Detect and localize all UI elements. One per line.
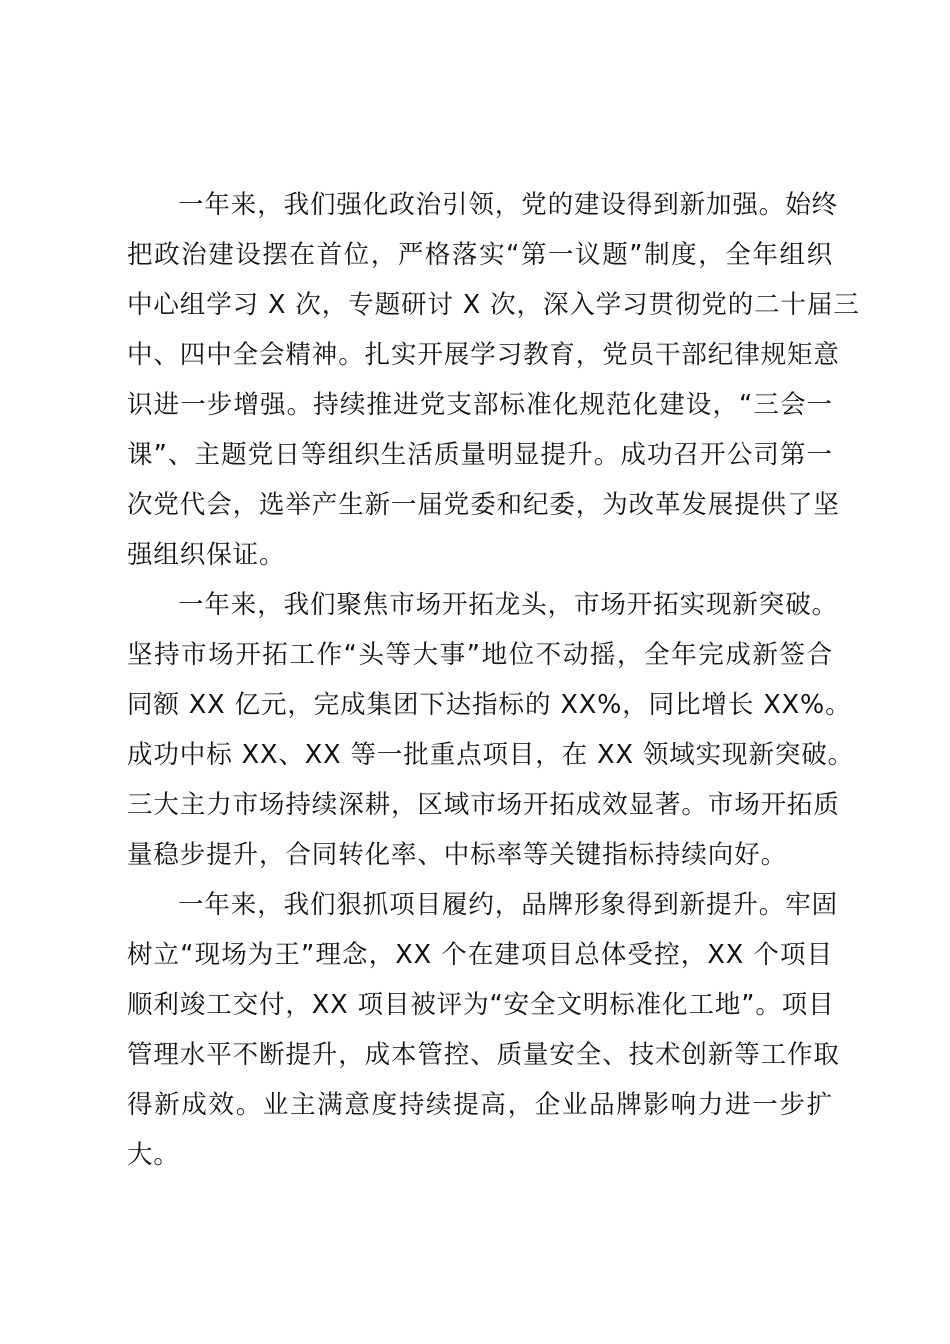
text-line: 一年来，我们强化政治引领，党的建设得到新加强。始终 — [178, 190, 839, 220]
paragraph-project-performance — [127, 880, 840, 1180]
text-line: 量稳步提升，合同转化率、中标率等关键指标持续向好。 — [127, 840, 788, 870]
text-line: 成功中标 XX、XX 等一批重点项目，在 XX 领域实现新突破。 — [127, 740, 855, 770]
text-line: 树立“现场为王”理念，XX 个在建项目总体受控，XX 个项目 — [127, 940, 833, 970]
text-line: 管理水平不断提升，成本管控、质量安全、技术创新等工作取 — [127, 1040, 840, 1070]
text-line: 一年来，我们聚焦市场开拓龙头，市场开拓实现新突破。 — [178, 590, 839, 620]
text-line: 次党代会，选举产生新一届党委和纪委，为改革发展提供了坚 — [127, 490, 840, 520]
text-line: 强组织保证。 — [127, 540, 286, 570]
text-line: 同额 XX 亿元，完成集团下达指标的 XX%，同比增长 XX%。 — [127, 690, 852, 720]
text-line: 中心组学习 X 次，专题研讨 X 次，深入学习贯彻党的二十届三 — [127, 290, 860, 320]
text-line: 顺利竣工交付，XX 项目被评为“安全文明标准化工地”。项目 — [127, 990, 835, 1020]
text-line: 得新成效。业主满意度持续提高，企业品牌影响力进一步扩 — [127, 1090, 833, 1120]
text-line: 一年来，我们狠抓项目履约，品牌形象得到新提升。牢固 — [178, 890, 839, 920]
document-body — [127, 180, 860, 1180]
text-line: 中、四中全会精神。扎实开展学习教育，党员干部纪律规矩意 — [127, 340, 840, 370]
text-line: 把政治建设摆在首位，严格落实“第一议题”制度，全年组织 — [127, 240, 833, 270]
text-line: 课”、主题党日等组织生活质量明显提升。成功召开公司第一 — [127, 440, 833, 470]
text-line: 坚持市场开拓工作“头等大事”地位不动摇，全年完成新签合 — [127, 640, 833, 670]
paragraph-market-expansion — [127, 580, 855, 880]
text-line: 识进一步增强。持续推进党支部标准化规范化建设，“三会一 — [127, 390, 833, 420]
paragraph-party-building — [127, 180, 860, 580]
text-line: 三大主力市场持续深耕，区域市场开拓成效显著。市场开拓质 — [127, 790, 840, 820]
text-line: 大。 — [127, 1140, 180, 1170]
